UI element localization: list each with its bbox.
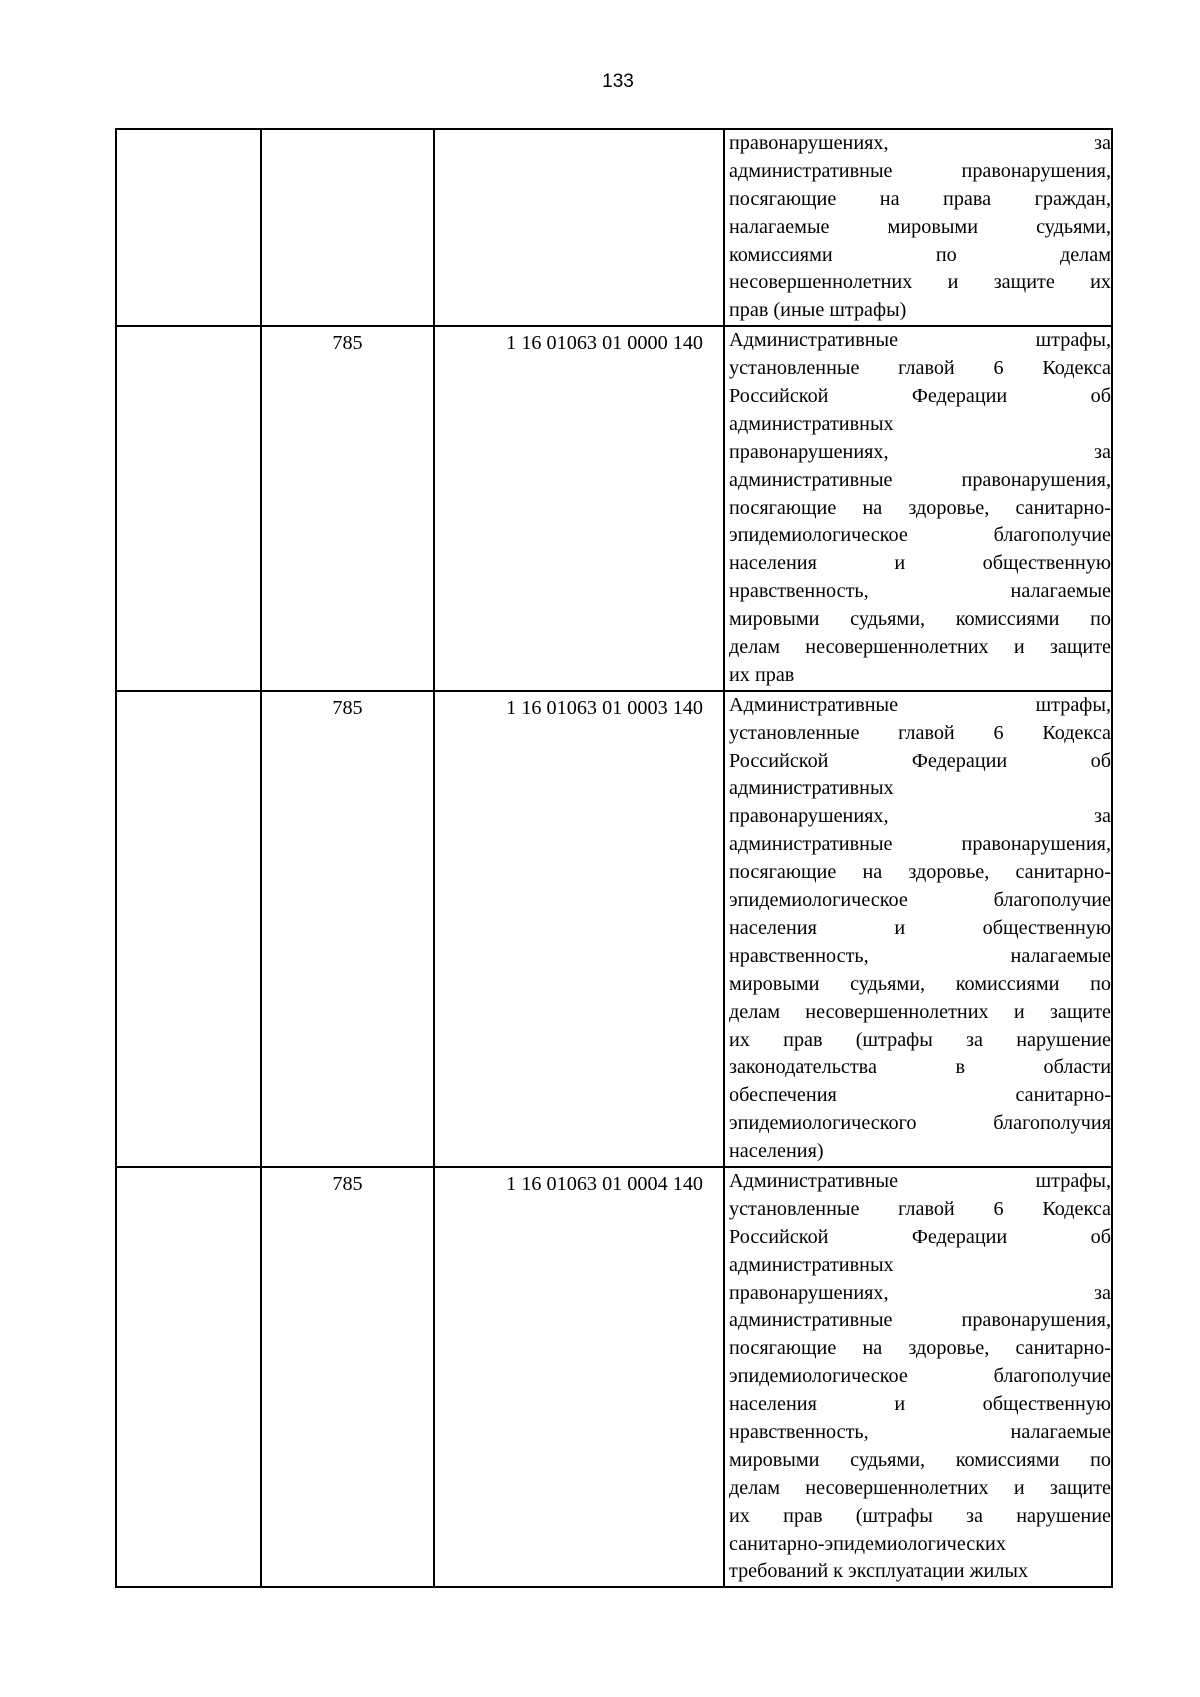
admin-code-cell: 785 [261,326,434,691]
kbk-code-cell [434,129,724,326]
description-line: мировыми судьями, комиссиями по [729,1448,1111,1471]
description-line: налагаемые мировыми судьями, [729,215,1111,238]
description-line: нравственность, налагаемые [729,944,1111,967]
description-line: делам несовершеннолетних и защите [729,1476,1111,1499]
description-line: их прав [729,663,795,686]
description-line: требований к эксплуатации жилых [729,1560,1029,1583]
description-line: населения) [729,1140,824,1163]
description-line: посягающие на права граждан, [729,187,1111,210]
description-line: населения и общественную [729,1393,1111,1416]
page-number: 133 [602,71,634,92]
table-row [116,1167,1112,1587]
description-line: Административные штрафы, [729,329,1111,352]
description-line: эпидемиологическое благополучие [729,889,1111,912]
description-line: санитарно-эпидемиологических [729,1532,1006,1555]
kbk-code-cell: 1 16 01063 01 0003 140 [434,691,724,1167]
admin-code-cell: 785 [261,691,434,1167]
description-line: административных [729,412,894,435]
description-line: Российской Федерации об [729,385,1111,408]
description-line: комиссиями по делам [729,243,1111,266]
description-line: делам несовершеннолетних и защите [729,636,1111,659]
description-line: несовершеннолетних и защите их [729,271,1111,294]
description-line: правонарушениях, за [729,132,1111,154]
description-line: населения и общественную [729,916,1111,939]
admin-code-cell [261,129,434,326]
table-row [116,326,1112,691]
kbk-code-cell: 1 16 01063 01 0004 140 [434,1167,724,1587]
budget-classification-table [115,128,1113,1588]
description-line: обеспечения санитарно- [729,1084,1111,1107]
description-line: их прав (штрафы за нарушение [729,1504,1111,1527]
description-line: прав (иные штрафы) [729,299,907,322]
description-line: законодательства в области [729,1056,1111,1079]
table-body [116,129,1112,1587]
description-line: посягающие на здоровье, санитарно- [729,861,1111,884]
description-line: установленные главой 6 Кодекса [729,1197,1111,1220]
description-line: посягающие на здоровье, санитарно- [729,1337,1111,1360]
description-line: правонарушениях, за [729,440,1111,463]
description-cell [724,691,1112,1167]
description-line: установленные главой 6 Кодекса [729,357,1111,380]
description-line: нравственность, налагаемые [729,1420,1111,1443]
description-line: правонарушениях, за [729,805,1111,828]
description-line: мировыми судьями, комиссиями по [729,972,1111,995]
description-line: административные правонарушения, [729,833,1111,856]
description-line: правонарушениях, за [729,1281,1111,1304]
empty-cell [116,326,261,691]
description-line: населения и общественную [729,552,1111,575]
description-line: нравственность, налагаемые [729,580,1111,603]
description-line: административные правонарушения, [729,159,1111,182]
description-cell [724,326,1112,691]
description-line: эпидемиологического благополучия [729,1112,1111,1135]
description-line: административные правонарушения, [729,1309,1111,1332]
description-line: эпидемиологическое благополучие [729,1365,1111,1388]
empty-cell [116,1167,261,1587]
description-cell [724,129,1112,326]
description-line: делам несовершеннолетних и защите [729,1000,1111,1023]
description-line: административных [729,1253,894,1276]
description-line: административных [729,777,894,800]
description-line: Российской Федерации об [729,749,1111,772]
description-line: их прав (штрафы за нарушение [729,1028,1111,1051]
description-line: Российской Федерации об [729,1225,1111,1248]
empty-cell [116,129,261,326]
table-row [116,691,1112,1167]
description-line: посягающие на здоровье, санитарно- [729,496,1111,519]
kbk-code-cell: 1 16 01063 01 0000 140 [434,326,724,691]
description-line: эпидемиологическое благополучие [729,524,1111,547]
description-line: установленные главой 6 Кодекса [729,721,1111,744]
description-line: Административные штрафы, [729,693,1111,716]
empty-cell [116,691,261,1167]
description-line: Административные штрафы, [729,1169,1111,1192]
table-row [116,129,1112,326]
description-line: мировыми судьями, комиссиями по [729,608,1111,631]
description-cell [724,1167,1112,1587]
admin-code-cell: 785 [261,1167,434,1587]
description-line: административные правонарушения, [729,468,1111,491]
